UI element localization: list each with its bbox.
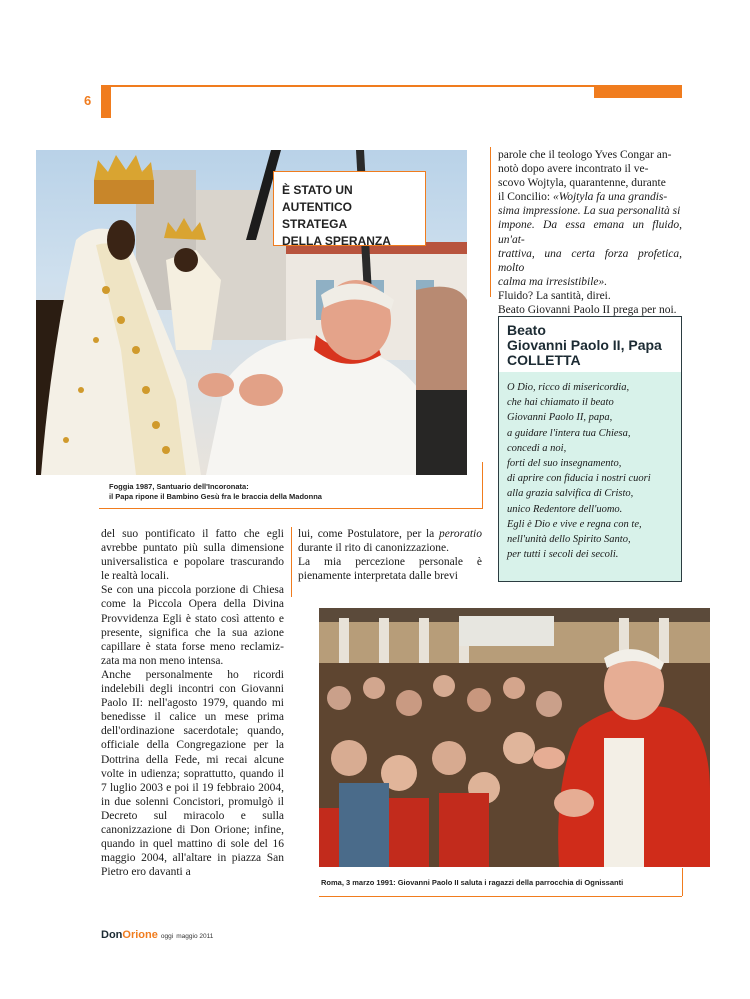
caption-rule-vertical <box>682 868 683 896</box>
photo-roma-ognissanti <box>319 608 710 867</box>
prayer-line: di aprire con fiducia i nostri cuori <box>507 473 651 485</box>
prayer-line: Giovanni Paolo II, papa, <box>507 412 613 424</box>
left-column-text <box>101 527 284 879</box>
text-line: calma ma irresistibile». <box>498 275 608 288</box>
caption-rule <box>319 896 682 897</box>
prayer-line: che hai chiamato il beato <box>507 397 614 409</box>
prayer-title-box <box>498 316 682 372</box>
text-line: trattiva, una certa forza profetica, molto <box>498 247 682 274</box>
text-line: notò dopo avere incontrato il ve- <box>498 163 649 176</box>
prayer-line: nell'unità dello Spirito Santo, <box>507 534 631 546</box>
prayer-line: unico Redentore dell'uomo. <box>507 503 623 515</box>
text-line: Fluido? La santità, direi. <box>498 289 611 302</box>
brand-oggi: oggi <box>160 933 174 940</box>
page-number: 6 <box>84 93 92 108</box>
prayer-line: O Dio, ricco di misericordia, <box>507 382 630 393</box>
prayer-title-line: COLLETTA <box>507 352 581 368</box>
prayer-text-box <box>498 372 682 582</box>
text-line: sima impressione. La sua personalità si <box>498 205 681 218</box>
header-accent-right <box>594 85 682 98</box>
text-line: parole che il teologo Yves Congar an- <box>498 149 672 161</box>
text-line: il Concilio: «Wojtyla fa una grandis- <box>498 191 668 204</box>
prayer-line: alla grazia salvifica di Cristo, <box>507 488 634 500</box>
prayer-line: a guidare l'intera tua Chiesa, <box>507 427 631 439</box>
brand-don: Don <box>101 929 123 941</box>
caption-rule-vertical <box>482 462 483 509</box>
photo1-caption-line: il Papa ripone il Bambino Gesù fra le braccia della Madonna <box>109 492 322 501</box>
right-column-text <box>498 148 682 317</box>
photo1-caption-line: Foggia 1987, Santuario dell'Incoronata: <box>109 482 249 491</box>
brand-orione: Orione <box>122 929 158 941</box>
paragraph: Se con una piccola porzione di Chiesa come la Piccola Opera della Divina Provvidenza Egli è stato così attento e presente, significa che la sua azione capillare è stata forse meno reclamiz-zata ma non meno intensa. <box>101 584 284 667</box>
footer-brand <box>101 929 213 941</box>
pull-quote-line: AUTENTICO STRATEGA <box>282 200 352 231</box>
header-accent-left <box>101 85 111 118</box>
photo1-caption <box>109 482 389 502</box>
issue-date: maggio 2011 <box>176 933 214 940</box>
text-line: impone. Da essa emana un fluido, un'at- <box>498 219 682 246</box>
photo-roma-illustration <box>319 608 710 867</box>
pull-quote-line: DELLA SPERANZA <box>282 234 391 248</box>
photo2-caption: Roma, 3 marzo 1991: Giovanni Paolo II saluta i ragazzi della parrocchia di Ognissanti <box>321 878 624 887</box>
paragraph: Anche personalmente ho ricordi indelebili degli incontri con Giovanni Paolo II: nell'agosto 1979, quando mi benedisse il calice un mese prima dell'ordinazione sacerdotale; quando, officiale della Congregazione per la Dottrina della Fede, mi recai alcune volte in udienza; soprattutto, quando il 7 luglio 2003 e poi il 19 febbraio 2004, in due solenni Concistori, promulgò il Decreto sul miracolo e sulla canonizzazione di Don Orione; infine, quando in quel mattino di sole del 16 maggio 2004, all'altare in piazza San Pietro ero davanti a <box>101 668 284 879</box>
prayer-line: forti del suo insegnamento, <box>507 458 622 470</box>
paragraph: La mia percezione personale è pienamente interpretata dalle brevi <box>298 556 482 583</box>
paragraph: del suo pontificato il fatto che egli avrebbe puntato più sulla dimensione universalistica e popolare trascurando le realtà locali. <box>101 528 284 583</box>
caption-rule <box>99 508 482 509</box>
prayer-line: per tutti i secoli dei secoli. <box>507 549 619 561</box>
pull-quote-box <box>273 171 426 246</box>
column-rule <box>291 527 292 597</box>
text-line: scovo Wojtyla, quarantenne, durante <box>498 177 666 190</box>
column-rule <box>490 147 491 297</box>
prayer-line: concedi a noi, <box>507 442 567 454</box>
congar-quote: «Wojtyla fa una grandis- <box>552 191 668 204</box>
paragraph: lui, come Postulatore, per la peroratio durante il rito di canonizzazione. <box>298 528 482 555</box>
prayer-line: Egli è Dio e vive e regna con te, <box>507 518 642 530</box>
prayer-title-line: Beato <box>507 322 546 338</box>
prayer-title-line: Giovanni Paolo II, Papa <box>507 337 662 353</box>
middle-column-text <box>298 527 482 583</box>
pull-quote-line: È STATO UN <box>282 183 353 197</box>
text-line: Beato Giovanni Paolo II prega per noi. <box>498 304 677 317</box>
